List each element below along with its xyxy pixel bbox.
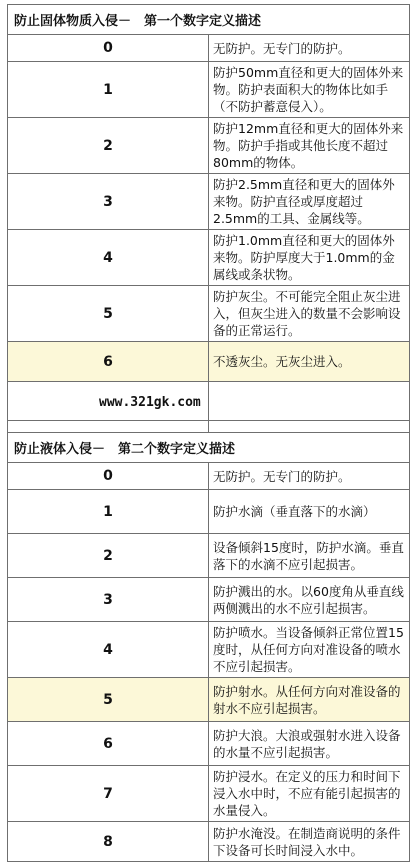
level-number: 5 — [8, 678, 209, 722]
liquid-protection-table — [7, 432, 410, 862]
table-row — [8, 118, 410, 174]
level-description: 防护12mm直径和更大的固体外来物。防护手指或其他长度不超过80mm的物体。 — [209, 118, 410, 174]
level-description: 防护浸水。在定义的压力和时间下浸入水中时，不应有能引起损害的水量侵入。 — [209, 766, 410, 822]
empty-row — [8, 382, 410, 421]
level-number: 0 — [8, 35, 209, 62]
level-number: 4 — [8, 622, 209, 678]
level-number: 3 — [8, 174, 209, 230]
level-description: 防护水淹没。在制造商说明的条件下设备可长时间浸入水中。 — [209, 822, 410, 862]
level-description: 防护水滴（垂直落下的水滴） — [209, 490, 410, 534]
level-description: 设备倾斜15度时，防护水滴。垂直落下的水滴不应引起损害。 — [209, 534, 410, 578]
watermark-url: www.321gk.com — [99, 395, 201, 410]
table-row — [8, 578, 410, 622]
level-description: 无防护。无专门的防护。 — [209, 35, 410, 62]
level-description: 无防护。无专门的防护。 — [209, 463, 410, 490]
table-row — [8, 822, 410, 862]
level-description: 防护灰尘。不可能完全阻止灰尘进入，但灰尘进入的数量不会影响设备的正常运行。 — [209, 286, 410, 342]
level-number: 1 — [8, 62, 209, 118]
table-row — [8, 35, 410, 62]
level-number: 6 — [8, 722, 209, 766]
level-description: 防护大浪。大浪或强射水进入设备的水量不应引起损害。 — [209, 722, 410, 766]
level-number: 4 — [8, 230, 209, 286]
level-number: 0 — [8, 463, 209, 490]
table-row — [8, 490, 410, 534]
liquid-table-header: 防止液体入侵－ 第二个数字定义描述 — [8, 433, 410, 463]
table-row — [8, 286, 410, 342]
level-description: 防护1.0mm直径和更大的固体外来物。防护厚度大于1.0mm的金属线或条状物。 — [209, 230, 410, 286]
table-row — [8, 463, 410, 490]
level-number: 3 — [8, 578, 209, 622]
level-number: 2 — [8, 118, 209, 174]
table-row — [8, 62, 410, 118]
table-row — [8, 622, 410, 678]
level-number: 7 — [8, 766, 209, 822]
level-number: 5 — [8, 286, 209, 342]
table-row — [8, 534, 410, 578]
solid-table-header: 防止固体物质入侵－ 第一个数字定义描述 — [8, 5, 410, 35]
level-number: 1 — [8, 490, 209, 534]
table-row — [8, 766, 410, 822]
level-number: 8 — [8, 822, 209, 862]
level-description: 不透灰尘。无灰尘进入。 — [209, 342, 410, 382]
level-description: 防护喷水。当设备倾斜正常位置15度时，从任何方向对准设备的喷水不应引起损害。 — [209, 622, 410, 678]
table-row — [8, 722, 410, 766]
table-row — [8, 230, 410, 286]
level-description: 防护2.5mm直径和更大的固体外来物。防护直径或厚度超过2.5mm的工具、金属线等。 — [209, 174, 410, 230]
level-description: 防护50mm直径和更大的固体外来物。防护表面积大的物体比如手（不防护蓄意侵入）。 — [209, 62, 410, 118]
table-row-highlighted — [8, 342, 410, 382]
level-description: 防护射水。从任何方向对准设备的射水不应引起损害。 — [209, 678, 410, 722]
table-row — [8, 174, 410, 230]
level-number: 2 — [8, 534, 209, 578]
solid-protection-table — [7, 4, 410, 460]
table-row-highlighted — [8, 678, 410, 722]
level-description: 防护溅出的水。以60度角从垂直线两侧溅出的水不应引起损害。 — [209, 578, 410, 622]
level-number: 6 — [8, 342, 209, 382]
